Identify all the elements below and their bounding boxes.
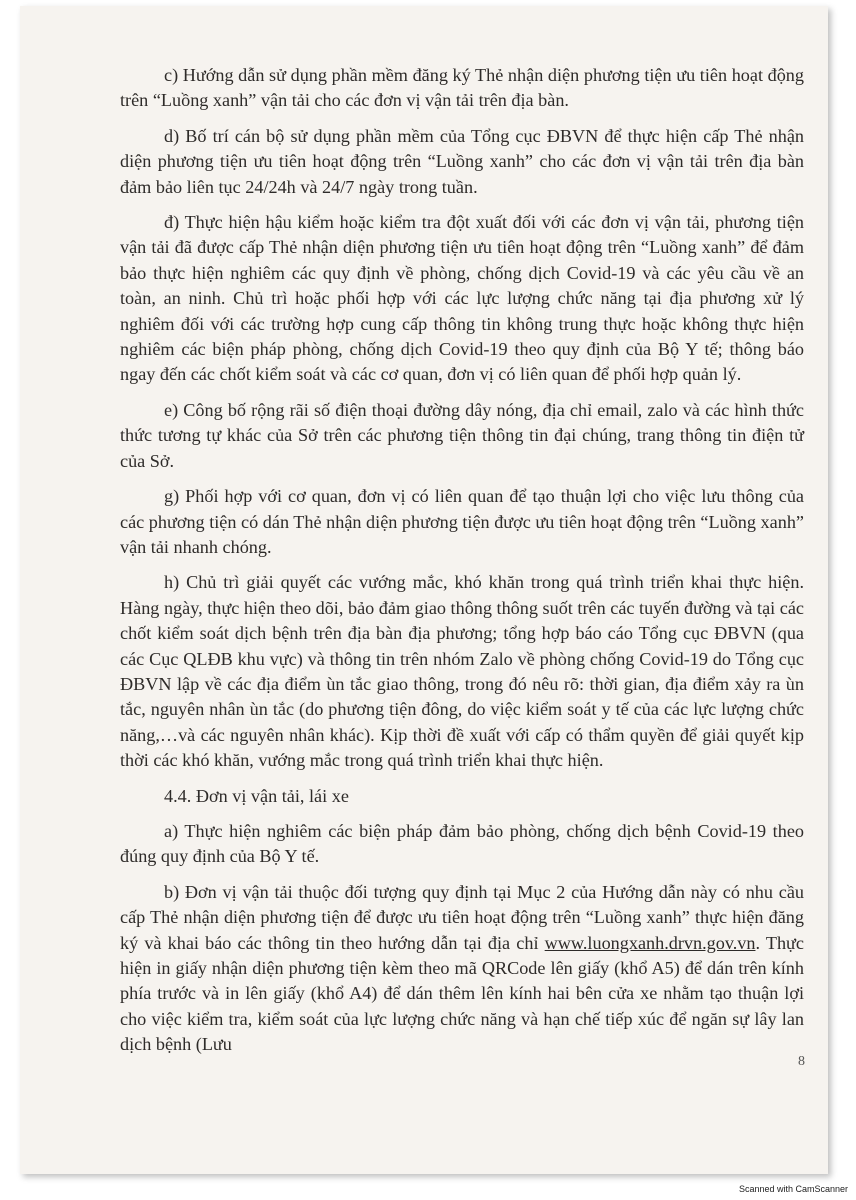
page-number: 8 [798,1054,805,1069]
paragraph-d: d) Bố trí cán bộ sử dụng phần mềm của Tổng cục ĐBVN để thực hiện cấp Thẻ nhận diện phương tiện ưu tiên hoạt động trên “Luồng xanh” cho các đơn vị vận tải trên địa bàn đảm bảo liên tục 24/24h và 24/7 ngày trong tuần. [120,125,804,197]
paragraph-b-continued: . Thực hiện in giấy nhận diện phương tiện kèm theo mã QRCode lên giấy (khổ A5) để dán trên kính phía trước và in lên giấy (khổ A4) để dán thêm lên kính hai bên cửa xe nhằm tạo thuận lợi cho việc kiểm tra, kiểm soát của lực lượng chức năng và hạn chế tiếp xúc để ngăn sự lây lan dịch bệnh (Lưu [120,932,804,1055]
paragraph-dd: đ) Thực hiện hậu kiểm hoặc kiểm tra đột xuất đối với các đơn vị vận tải, phương tiện vận tải đã được cấp Thẻ nhận diện phương tiện ưu tiên hoạt động trên “Luồng xanh” để đảm bảo thực hiện nghiêm các quy định về phòng, chống dịch Covid-19 và các yêu cầu về an toàn, an ninh. Chủ trì hoặc phối hợp với các lực lượng chức năng tại địa phương xử lý nghiêm đối với các trường hợp cung cấp thông tin không trung thực hoặc không thực hiện nghiêm các biện pháp phòng, chống dịch Covid-19 theo quy định của Bộ Y tế; thông báo ngay đến các chốt kiểm soát và các cơ quan, đơn vị có liên quan để phối hợp quản lý. [120,212,804,385]
scanner-watermark: Scanned with CamScanner [738,1184,848,1194]
section-heading: 4.4. Đơn vị vận tải, lái xe [164,785,349,806]
paragraph-h: h) Chủ trì giải quyết các vướng mắc, khó khăn trong quá trình triển khai thực hiện. Hàng ngày, thực hiện theo dõi, bảo đảm giao thông thông suốt trên các tuyến đường và tại các chốt kiểm soát dịch bệnh trên địa bàn địa phương; tổng hợp báo cáo Tổng cục ĐBVN (qua các Cục QLĐB khu vực) và thông tin trên nhóm Zalo về phòng chống Covid-19 do Tổng cục ĐBVN lập về các địa điểm ùn tắc giao thông, trong đó nêu rõ: thời gian, địa điểm xảy ra ùn tắc, nguyên nhân ùn tắc (do phương tiện đông, do việc kiểm soát y tế của các lực lượng chức năng,…và các nguyên nhân khác). Kịp thời đề xuất với cấp có thẩm quyền để giải quyết kịp thời các khó khăn, vướng mắc trong quá trình triển khai thực hiện. [120,572,804,771]
document-page [20,6,828,1174]
paragraph-g: g) Phối hợp với cơ quan, đơn vị có liên quan để tạo thuận lợi cho việc lưu thông của các phương tiện có dán Thẻ nhận diện phương tiện được ưu tiên hoạt động trên “Luồng xanh” vận tải nhanh chóng. [120,486,804,557]
document-body [120,63,804,1068]
paragraph-b [120,880,804,1058]
website-link[interactable]: www.luongxanh.drvn.gov.vn [544,932,756,953]
paragraph-b-text: b) Đơn vị vận tải thuộc đối tượng quy định tại Mục 2 của Hướng dẫn này có nhu cầu cấp Thẻ nhận diện phương tiện để được ưu tiên hoạt động trên “Luồng xanh” thực hiện đăng ký và khai báo các thông tin theo hướng dẫn tại địa chỉ [120,881,804,953]
paragraph-e: e) Công bố rộng rãi số điện thoại đường dây nóng, địa chỉ email, zalo và các hình thức thức tương tự khác của Sở trên các phương tiện thông tin đại chúng, trang thông tin điện tử của Sở. [120,399,804,471]
paragraph-c: c) Hướng dẫn sử dụng phần mềm đăng ký Thẻ nhận diện phương tiện ưu tiên hoạt động trên “Luồng xanh” vận tải cho các đơn vị vận tải trên địa bàn. [120,65,804,111]
paragraph-a: a) Thực hiện nghiêm các biện pháp đảm bảo phòng, chống dịch bệnh Covid-19 theo đúng quy định của Bộ Y tế. [120,820,804,867]
